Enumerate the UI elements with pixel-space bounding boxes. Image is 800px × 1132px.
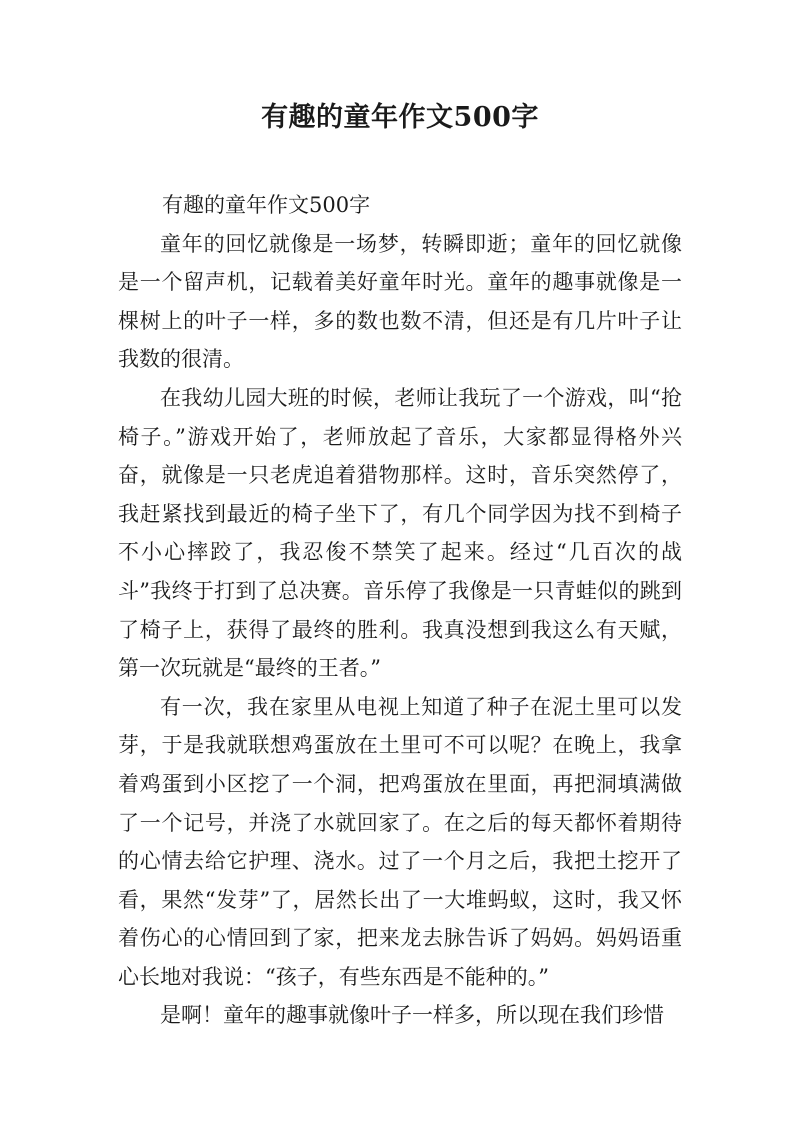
paragraph-2: 在我幼儿园大班的时候，老师让我玩了一个游戏，叫“抢椅子。”游戏开始了，老师放起了音乐，大家都显得格外兴奋，就像是一只老虎追着猎物那样。这时，音乐突然停了，我赶紧找到最近的椅子坐下了，有几个同学因为找不到椅子不小心摔跤了，我忍俊不禁笑了起来。经过“几百次的战斗”我终于打到了总决赛。音乐停了我像是一只青蛙似的跳到了椅子上，获得了最终的胜利。我真没想到我这么有天赋，第一次玩就是“最终的王者。” bbox=[118, 385, 682, 681]
document-title: 有趣的童年作文500字 bbox=[261, 102, 539, 133]
paragraph-4: 是啊！童年的趣事就像叶子一样多，所以现在我们珍惜 bbox=[160, 1003, 664, 1028]
document-body bbox=[118, 186, 682, 1035]
document-subtitle: 有趣的童年作文500字 bbox=[162, 193, 371, 217]
paragraph-3: 有一次，我在家里从电视上知道了种子在泥土里可以发芽，于是我就联想鸡蛋放在土里可不可以呢？在晚上，我拿着鸡蛋到小区挖了一个洞，把鸡蛋放在里面，再把洞填满做了一个记号，并浇了水就回家了。在之后的每天都怀着期待的心情去给它护理、浇水。过了一个月之后，我把土挖开了看，果然“发芽”了，居然长出了一大堆蚂蚁，这时，我又怀着伤心的心情回到了家，把来龙去脉告诉了妈妈。妈妈语重心长地对我说：“孩子，有些东西是不能种的。” bbox=[118, 694, 682, 989]
paragraph-1: 童年的回忆就像是一场梦，转瞬即逝；童年的回忆就像是一个留声机，记载着美好童年时光。童年的趣事就像是一棵树上的叶子一样，多的数也数不清，但还是有几片叶子让我数的很清。 bbox=[118, 231, 682, 372]
